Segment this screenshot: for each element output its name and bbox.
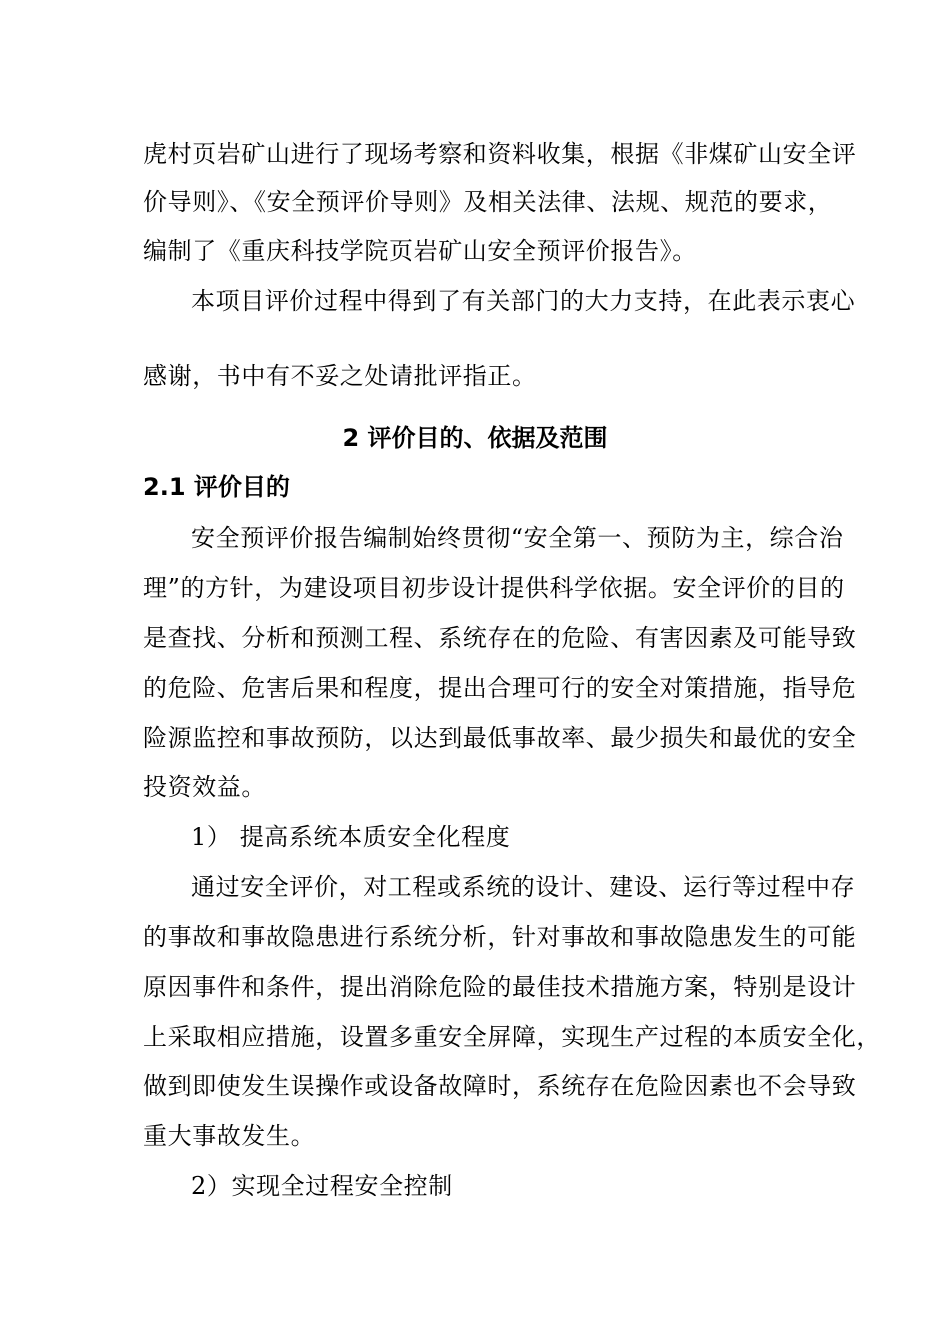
section-title: 2.1 评价目的 [143,473,290,501]
purpose-line-6: 投资效益。 [143,773,266,801]
intro-line-1: 虎村页岩矿山进行了现场考察和资料收集，根据《非煤矿山安全评 [143,140,857,168]
item1-line-5: 做到即使发生误操作或设备故障时，系统存在危险因素也不会导致 [143,1072,857,1100]
item1-line-2: 的事故和事故隐患进行系统分析，针对事故和事故隐患发生的可能 [143,923,857,951]
item1-line-3: 原因事件和条件，提出消除危险的最佳技术措施方案，特别是设计 [143,973,857,1001]
item1-line-1: 通过安全评价，对工程或系统的设计、建设、运行等过程中存 [191,873,856,901]
chapter-title: 2 评价目的、依据及范围 [342,424,608,452]
item1-title: 1） 提高系统本质安全化程度 [191,823,511,851]
item1-line-4: 上采取相应措施，设置多重安全屏障，实现生产过程的本质安全化， [143,1023,881,1051]
purpose-line-1: 安全预评价报告编制始终贯彻“安全第一、预防为主，综合治 [191,524,844,552]
purpose-line-5: 险源监控和事故预防，以达到最低事故率、最少损失和最优的安全 [143,724,857,752]
purpose-line-4: 的危险、危害后果和程度，提出合理可行的安全对策措施，指导危 [143,674,857,702]
item2-title: 2）实现全过程安全控制 [191,1172,453,1200]
thanks-line-1: 本项目评价过程中得到了有关部门的大力支持，在此表示衷心 [191,287,856,315]
intro-line-2: 价导则》、《安全预评价导则》及相关法律、法规、规范的要求， [143,188,833,216]
thanks-line-2: 感谢，书中有不妥之处请批评指正。 [143,362,537,390]
item1-line-6: 重大事故发生。 [143,1122,316,1150]
purpose-line-3: 是查找、分析和预测工程、系统存在的危险、有害因素及可能导致 [143,624,857,652]
purpose-line-2: 理”的方针，为建设项目初步设计提供科学依据。安全评价的目的 [143,574,845,602]
intro-line-3: 编制了《重庆科技学院页岩矿山安全预评价报告》。 [143,237,697,265]
